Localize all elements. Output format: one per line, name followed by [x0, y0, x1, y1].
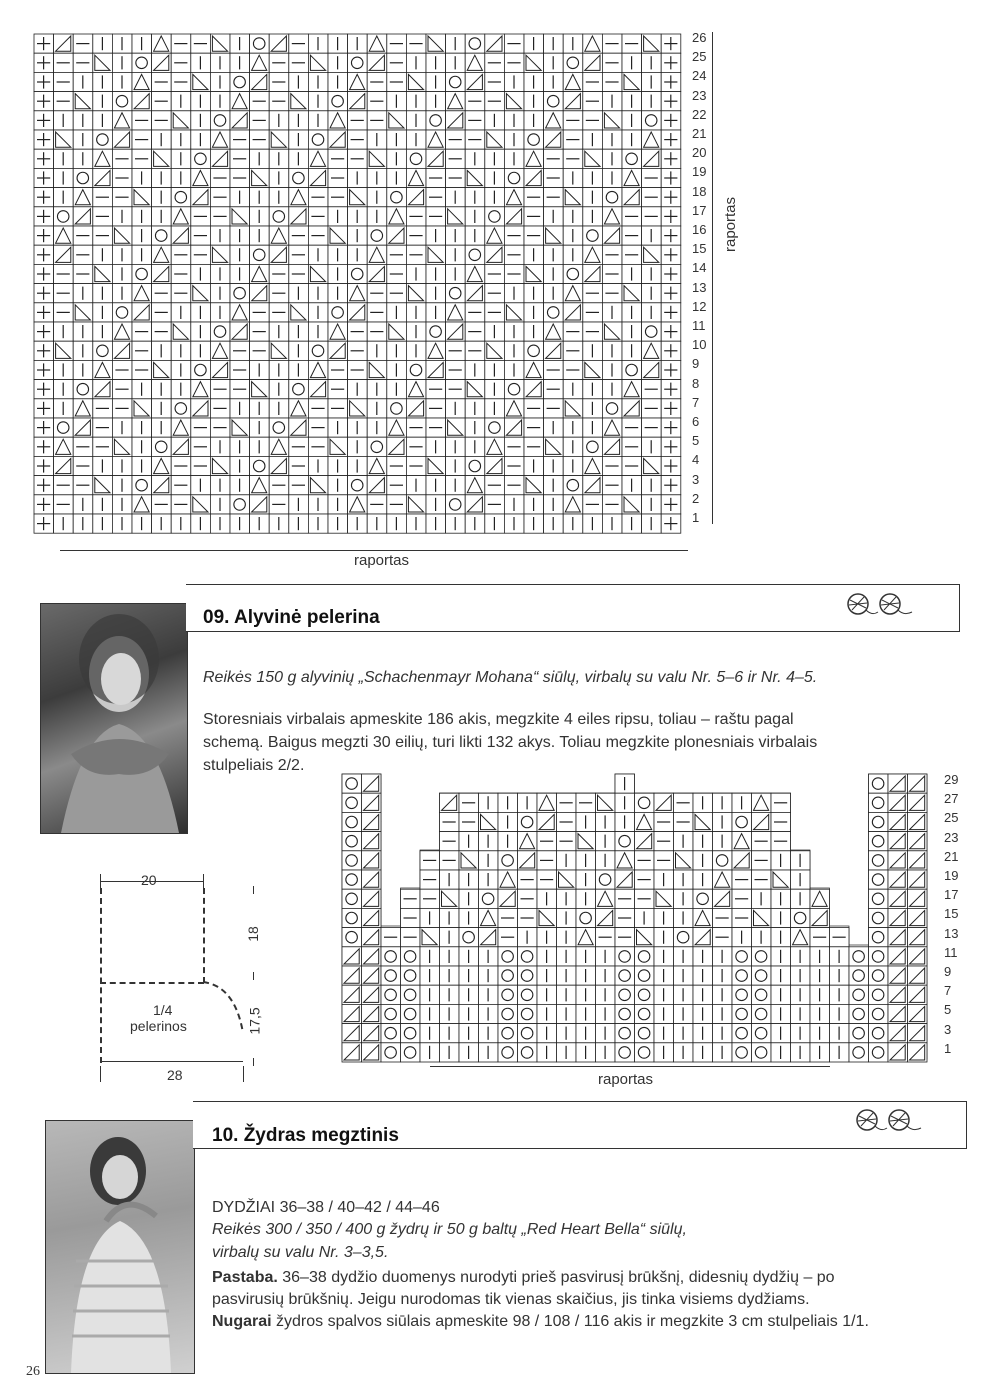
chart-2-bottom-bracket [430, 1066, 830, 1067]
chart-1-row-number: 13 [692, 279, 707, 295]
woman-photo-icon [46, 1121, 194, 1373]
chart-1-row-number: 2 [692, 490, 700, 506]
chart-1-row-number: 25 [692, 49, 707, 65]
schematic-piece-label-1: 1/4 [153, 1002, 173, 1018]
section-09-body-2: schemą. Baigus megzti 30 eilių, turi likti 132 akys. Toliau megzkite plonesniais virbalais [203, 734, 818, 751]
woman-photo-icon [41, 604, 187, 833]
chart-1-row-numbers [692, 28, 722, 528]
chart-2-row-number: 11 [944, 944, 958, 960]
chart-2-row-numbers [942, 770, 972, 1060]
chart-1-row-number: 8 [692, 375, 700, 391]
chart-2-row-number: 15 [944, 906, 959, 922]
chart-1-row-number: 22 [692, 106, 707, 122]
chart-2-row-number: 3 [944, 1021, 952, 1037]
section-09-body-1: Storesniais virbalais apmeskite 186 akis, megzkite 4 eiles ripsu, toliau – raštu pagal [203, 711, 794, 728]
chart-1-row-number: 6 [692, 414, 700, 429]
chart-2-row-number: 5 [944, 1002, 952, 1018]
chart-1-side-label: raportas [722, 196, 739, 252]
chart-2-row-number: 29 [944, 772, 959, 787]
chart-2-row-number: 13 [944, 925, 959, 941]
chart-2-row-number: 27 [944, 791, 959, 807]
stitch-chart-1 [30, 28, 690, 548]
chart-1-row-number: 24 [692, 68, 707, 84]
chart-2-row-number: 7 [944, 983, 952, 999]
note-text-1: 36–38 dydžio duomenys nurodyti prieš pasvirusį brūkšnį, didesnių dydžių – po [277, 1269, 835, 1286]
schematic-top-width: 20 [141, 872, 157, 888]
back-label: Nugarai [212, 1313, 272, 1330]
schematic-height-upper: 18 [244, 926, 261, 942]
section-09-materials: Reikės 150 g alyvinių „Schachenmayr Mohana“ siūlų, virbalų su valu Nr. 5–6 ir Nr. 4–5. [203, 669, 818, 686]
yarn-ball-icon [846, 592, 916, 623]
chart-2-row-number: 21 [944, 848, 959, 864]
chart-1-row-number: 10 [692, 337, 707, 353]
section-10-materials-1: Reikės 300 / 350 / 400 g žydrų ir 50 g baltų „Red Heart Bella“ siūlų, [212, 1221, 687, 1238]
chart-1-row-number: 16 [692, 222, 707, 237]
page-number: 26 [26, 1364, 40, 1379]
section-10-materials-2: virbalų su valu Nr. 3–3,5. [212, 1244, 389, 1261]
chart-2-row-number: 23 [944, 829, 959, 845]
chart-1-row-number: 20 [692, 145, 707, 161]
chart-1-row-number: 18 [692, 183, 707, 199]
chart-1-row-number: 14 [692, 260, 707, 276]
note-label: Pastaba. [212, 1269, 278, 1286]
chart-1-row-number: 7 [692, 394, 700, 410]
chart-1-row-number: 12 [692, 298, 707, 314]
chart-1-bottom-label: raportas [354, 552, 410, 569]
chart-2-row-number: 25 [944, 810, 959, 826]
section-09-title: 09. Alyvinė pelerina [203, 607, 380, 628]
yarn-ball-icon [855, 1108, 925, 1139]
schematic-bottom-width: 28 [167, 1067, 183, 1083]
chart-2-row-number: 19 [944, 868, 959, 883]
chart-1-bottom-bracket [60, 550, 688, 551]
section-10-title: 10. Žydras megztinis [212, 1125, 399, 1146]
chart-2-row-number: 1 [944, 1040, 952, 1056]
section-10-note-2: pasvirusių brūkšnių. Jeigu nurodomas tik vienas skaičius, jis tinka visiems dydžiams. [212, 1291, 810, 1308]
schematic-piece-label-2: pelerinos [130, 1018, 187, 1034]
section-10-photo [45, 1120, 195, 1374]
section-09-body-3: stulpeliais 2/2. [203, 757, 305, 774]
chart-1-row-number: 3 [692, 471, 700, 487]
chart-1-grid [30, 28, 690, 548]
chart-2-bottom-label: raportas [598, 1071, 654, 1088]
section-10-note-1 [212, 1268, 972, 1288]
chart-1-row-number: 9 [692, 356, 700, 372]
section-10-back [212, 1312, 982, 1332]
chart-1-row-number: 5 [692, 433, 700, 449]
chart-1-row-number: 1 [692, 510, 700, 525]
chart-2-grid [340, 770, 942, 1065]
section-10-sizes: DYDŽIAI 36–38 / 40–42 / 44–46 [212, 1199, 440, 1216]
chart-2-row-number: 17 [944, 887, 959, 903]
chart-1-row-number: 17 [692, 202, 707, 218]
chart-1-row-number: 21 [692, 126, 707, 141]
schematic-height-lower: 17,5 [246, 1007, 263, 1035]
chart-1-row-number: 11 [692, 318, 706, 333]
back-text: žydros spalvos siūlais apmeskite 98 / 108 / 116 akis ir megzkite 3 cm stulpeliais 1/1. [271, 1313, 869, 1330]
chart-1-row-number: 4 [692, 452, 700, 468]
schematic-diagram [95, 868, 275, 1088]
chart-1-row-number: 15 [692, 241, 707, 257]
chart-1-row-number: 23 [692, 87, 707, 103]
chart-1-row-number: 26 [692, 30, 707, 45]
chart-1-row-number: 19 [692, 164, 707, 180]
section-09-photo [40, 603, 188, 834]
chart-2-row-number: 9 [944, 964, 952, 979]
stitch-chart-2 [340, 770, 942, 1065]
chart-1-side-bracket [712, 32, 713, 524]
